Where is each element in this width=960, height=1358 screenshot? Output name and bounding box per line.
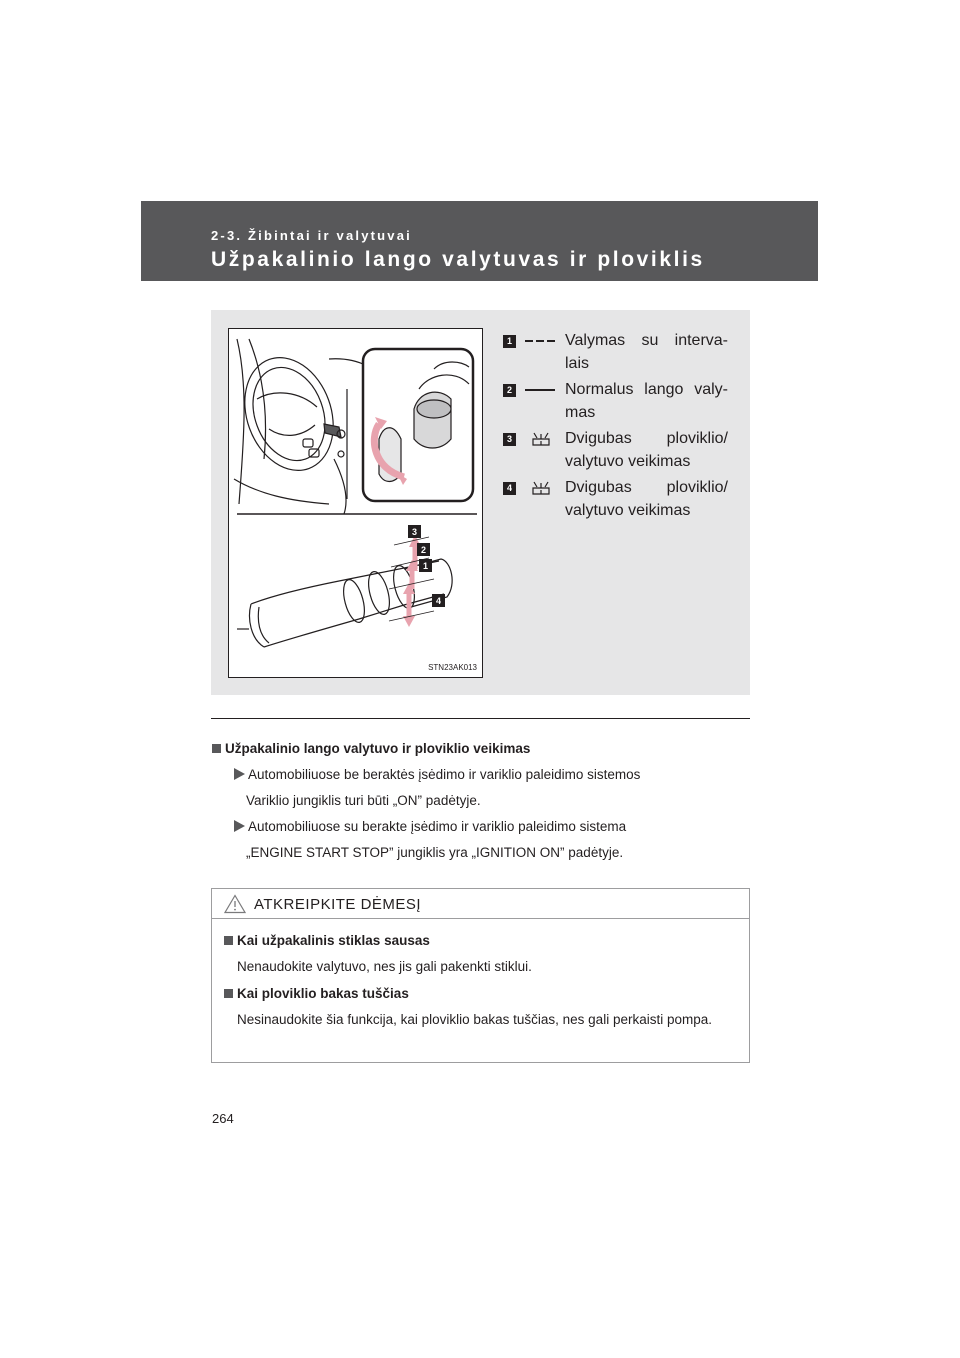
callout-1	[419, 559, 432, 572]
legend-number: 2	[503, 384, 516, 397]
washer-spray-icon	[521, 431, 559, 447]
info-block	[212, 736, 748, 866]
warning-text: Nesinaudokite šia funkcija, kai ploviklio bakas tuščias, nes gali perkaisti pompa.	[237, 1012, 712, 1027]
info-heading-text: Užpakalinio lango valytuvo ir ploviklio veikimas	[225, 741, 531, 756]
legend-text: Dvigubas ploviklio/ valytuvo veikimas	[565, 430, 728, 470]
square-bullet-icon	[212, 744, 221, 753]
legend-number: 3	[503, 433, 516, 446]
warning-box	[211, 888, 750, 1063]
callout-3	[408, 525, 421, 538]
info-item-text: Variklio jungiklis turi būti „ON” padėtyje.	[246, 793, 481, 808]
callout-2	[417, 543, 430, 556]
legend	[503, 328, 733, 524]
legend-item	[503, 426, 733, 474]
info-item-title-text: Automobiliuose be beraktės įsėdimo ir variklio paleidimo sistemos	[248, 767, 641, 782]
figure-panel	[211, 310, 750, 695]
square-bullet-icon	[224, 936, 233, 945]
svg-text:1: 1	[422, 561, 429, 571]
section-label: 2-3. Žibintai ir valytuvai	[211, 228, 412, 243]
warning-title: ATKREIPKITE DĖMESĮ	[254, 896, 422, 913]
legend-item	[503, 328, 733, 376]
svg-text:4: 4	[435, 596, 442, 606]
triangle-bullet-icon	[234, 820, 245, 832]
legend-number: 1	[503, 335, 516, 348]
warning-subheading	[224, 982, 741, 1006]
wiper-lever-drawing	[229, 329, 482, 677]
warning-header	[212, 889, 749, 919]
square-bullet-icon	[224, 989, 233, 998]
page-number: 264	[212, 1111, 234, 1126]
legend-item	[503, 377, 733, 425]
chapter-header	[141, 201, 818, 281]
legend-text: Valymas su interva-lais	[565, 332, 728, 372]
warning-subheading-text: Kai užpakalinis stiklas sausas	[237, 933, 430, 948]
callout-4	[432, 594, 445, 607]
info-item-text: „ENGINE START STOP” jungiklis yra „IGNITION ON” padėtyje.	[246, 845, 624, 860]
page-title: Užpakalinio lango valytuvas ir ploviklis	[211, 248, 705, 271]
triangle-bullet-icon	[234, 768, 245, 780]
svg-text:3: 3	[411, 527, 418, 537]
legend-text: Dvigubas ploviklio/ valytuvo veikimas	[565, 479, 728, 519]
dashed-line-icon	[521, 333, 559, 349]
warning-subheading	[224, 929, 741, 953]
info-item-title	[212, 814, 748, 840]
warning-body	[212, 919, 749, 1030]
info-item-title	[212, 762, 748, 788]
solid-line-icon	[521, 382, 559, 398]
washer-spray-icon	[521, 480, 559, 496]
warning-text: Nenaudokite valytuvo, nes jis gali pakenkti stiklui.	[237, 959, 532, 974]
info-item-title-text: Automobiliuose su berakte įsėdimo ir variklio paleidimo sistema	[248, 819, 627, 834]
legend-text: Normalus lango valy-mas	[565, 381, 728, 421]
image-code: STN23AK013	[428, 663, 477, 672]
warning-subheading-text: Kai ploviklio bakas tuščias	[237, 986, 409, 1001]
legend-number: 4	[503, 482, 516, 495]
wiper-illustration	[228, 328, 483, 678]
info-heading	[212, 736, 748, 762]
section-divider	[211, 718, 750, 719]
svg-text:2: 2	[420, 545, 427, 555]
warning-triangle-icon	[224, 894, 246, 914]
legend-item	[503, 475, 733, 523]
